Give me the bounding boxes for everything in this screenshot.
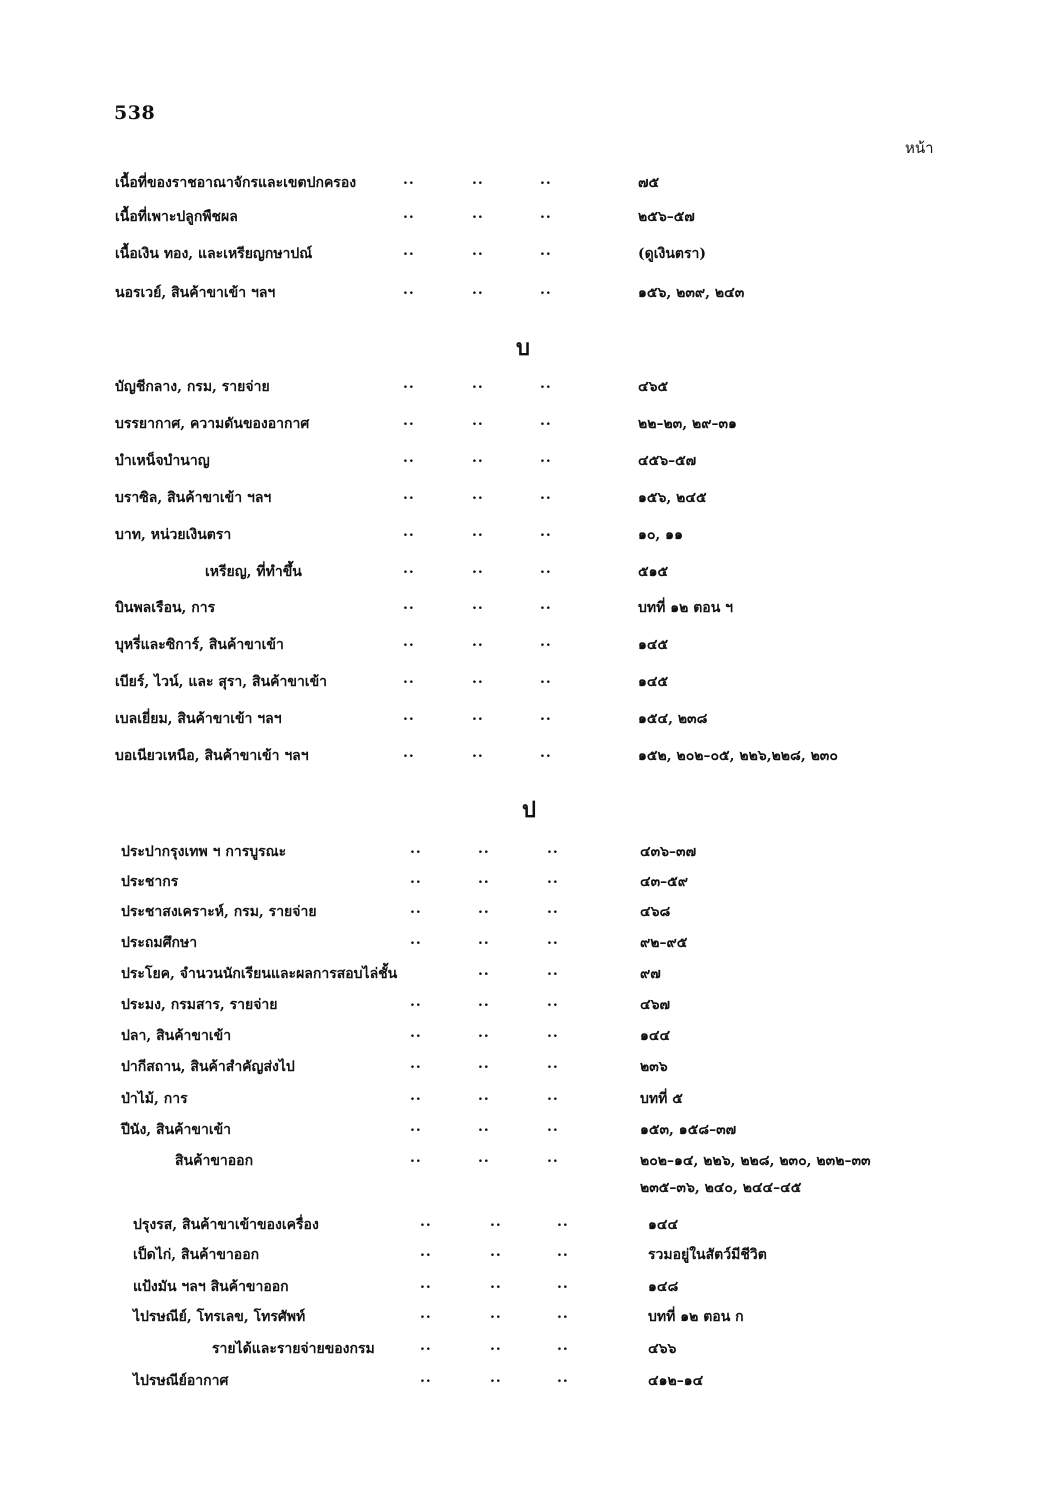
entry-term: บุหรี่และซิการ์, สินค้าขาเข้า xyxy=(115,637,284,653)
leader-dots: .. xyxy=(472,561,484,577)
leader-dots: .. xyxy=(472,745,484,761)
leader-dots: .. xyxy=(403,206,415,222)
index-entry xyxy=(0,1370,1040,1400)
leader-dots: .. xyxy=(547,1025,559,1041)
entry-ref: ๑๕๒, ๒๐๒–๐๕, ๒๒๖,๒๒๘, ๒๓๐ xyxy=(638,748,838,764)
index-entry xyxy=(0,901,1040,931)
entry-term: ปากีสถาน, สินค้าสำคัญส่งไป xyxy=(121,1059,295,1075)
entry-ref: ๔๓–๕๙ xyxy=(640,874,689,890)
entry-term: เนื้อที่เพาะปลูกพืชผล xyxy=(115,209,238,225)
leader-dots: .. xyxy=(540,413,552,429)
leader-dots: .. xyxy=(472,524,484,540)
leader-dots: .. xyxy=(403,597,415,613)
index-entry xyxy=(0,871,1040,901)
entry-ref: ๑๔๕ xyxy=(638,674,669,690)
leader-dots: .. xyxy=(490,1370,502,1386)
leader-dots: .. xyxy=(403,561,415,577)
page-number: 538 xyxy=(114,102,156,124)
leader-dots: .. xyxy=(472,450,484,466)
entry-ref: ๒๒–๒๓, ๒๙–๓๑ xyxy=(638,416,737,432)
entry-term: ไปรษณีย์, โทรเลข, โทรศัพท์ xyxy=(133,1309,306,1325)
index-entry xyxy=(0,841,1040,871)
index-entry xyxy=(0,1306,1040,1336)
leader-dots: .. xyxy=(490,1306,502,1322)
entry-term: ปลา, สินค้าขาเข้า xyxy=(121,1028,232,1044)
leader-dots: .. xyxy=(540,745,552,761)
leader-dots: .. xyxy=(420,1244,432,1260)
leader-dots: .. xyxy=(540,172,552,188)
entry-term: รายได้และรายจ่ายของกรม xyxy=(212,1341,375,1357)
index-entry xyxy=(0,1244,1040,1274)
leader-dots: .. xyxy=(410,932,422,948)
leader-dots: .. xyxy=(547,841,559,857)
entry-term: บำเหน็จบำนาญ xyxy=(115,453,210,469)
entry-ref: รวมอยู่ในสัตว์มีชีวิต xyxy=(648,1247,767,1263)
leader-dots: .. xyxy=(403,634,415,650)
leader-dots: .. xyxy=(410,1088,422,1104)
leader-dots: .. xyxy=(410,1150,422,1166)
leader-dots: .. xyxy=(490,1214,502,1230)
index-entry xyxy=(0,1056,1040,1086)
leader-dots: .. xyxy=(472,487,484,503)
index-entry xyxy=(0,206,1040,236)
entry-ref: ๑๔๘ xyxy=(648,1279,679,1295)
entry-term: ประชากร xyxy=(121,874,179,890)
leader-dots: .. xyxy=(410,994,422,1010)
leader-dots: .. xyxy=(410,841,422,857)
entry-term: บาท, หน่วยเงินตรา xyxy=(115,527,232,543)
leader-dots: .. xyxy=(540,243,552,259)
section-letter: บ xyxy=(516,335,530,361)
index-entry xyxy=(0,671,1040,701)
leader-dots: .. xyxy=(472,243,484,259)
column-header: หน้า xyxy=(905,139,934,157)
leader-dots: .. xyxy=(547,871,559,887)
leader-dots: .. xyxy=(547,1119,559,1135)
leader-dots: .. xyxy=(540,450,552,466)
leader-dots: .. xyxy=(420,1214,432,1230)
entry-ref: ๒๕๖–๕๗ xyxy=(638,209,695,225)
leader-dots: .. xyxy=(540,671,552,687)
leader-dots: .. xyxy=(540,597,552,613)
leader-dots: .. xyxy=(540,206,552,222)
leader-dots: .. xyxy=(472,671,484,687)
index-entry xyxy=(0,524,1040,554)
entry-term: เบียร์, ไวน์, และ สุรา, สินค้าขาเข้า xyxy=(115,674,328,690)
index-entry xyxy=(0,1025,1040,1055)
leader-dots: .. xyxy=(540,561,552,577)
entry-term: บินพลเรือน, การ xyxy=(115,600,216,616)
leader-dots: .. xyxy=(403,524,415,540)
leader-dots: .. xyxy=(547,994,559,1010)
leader-dots: .. xyxy=(540,634,552,650)
leader-dots: .. xyxy=(420,1276,432,1292)
entry-ref: บทที่ ๕ xyxy=(640,1091,683,1107)
leader-dots: .. xyxy=(478,1150,490,1166)
index-entry xyxy=(0,994,1040,1024)
entry-term: บราซิล, สินค้าขาเข้า ฯลฯ xyxy=(115,490,272,506)
leader-dots: .. xyxy=(403,671,415,687)
leader-dots: .. xyxy=(403,708,415,724)
index-entry xyxy=(0,634,1040,664)
leader-dots: .. xyxy=(403,745,415,761)
entry-term: สินค้าขาออก xyxy=(175,1153,254,1169)
entry-ref: ๒๓๖ xyxy=(640,1059,668,1075)
index-entry xyxy=(0,597,1040,627)
entry-ref: ๑๕๔, ๒๓๘ xyxy=(638,711,708,727)
index-entry xyxy=(0,1150,1040,1180)
entry-term: เนื้อที่ของราชอาณาจักรและเขตปกครอง xyxy=(115,175,357,191)
leader-dots: .. xyxy=(478,1088,490,1104)
entry-ref: ๕๑๕ xyxy=(638,564,669,580)
leader-dots: .. xyxy=(478,994,490,1010)
entry-term: บรรยากาศ, ความดันของอากาศ xyxy=(115,416,310,432)
index-entry xyxy=(0,413,1040,443)
entry-term: เหรียญ, ที่ทำขึ้น xyxy=(205,564,302,580)
leader-dots: .. xyxy=(472,282,484,298)
leader-dots: .. xyxy=(478,841,490,857)
entry-ref: (ดูเงินตรา) xyxy=(638,246,707,262)
leader-dots: .. xyxy=(547,1056,559,1072)
leader-dots: .. xyxy=(478,932,490,948)
entry-ref: ๔๖๖ xyxy=(648,1341,677,1357)
leader-dots: .. xyxy=(472,413,484,429)
entry-ref: บทที่ ๑๒ ตอน ฯ xyxy=(638,600,734,616)
leader-dots: .. xyxy=(547,1088,559,1104)
section-letter: ป xyxy=(522,797,536,823)
index-entry xyxy=(0,963,1040,993)
leader-dots: .. xyxy=(478,871,490,887)
index-entry xyxy=(0,1276,1040,1306)
entry-term: บอเนียวเหนือ, สินค้าขาเข้า ฯลฯ xyxy=(115,748,309,764)
entry-term: เบลเยี่ยม, สินค้าขาเข้า ฯลฯ xyxy=(115,711,282,727)
leader-dots: .. xyxy=(540,376,552,392)
leader-dots: .. xyxy=(410,1056,422,1072)
index-entry xyxy=(0,172,1040,202)
entry-ref: ๔๖๘ xyxy=(640,904,671,920)
leader-dots: .. xyxy=(557,1306,569,1322)
leader-dots: .. xyxy=(472,206,484,222)
entry-term: ปรุงรส, สินค้าขาเข้าของเครื่อง xyxy=(133,1217,319,1233)
leader-dots: .. xyxy=(547,963,559,979)
leader-dots: .. xyxy=(557,1214,569,1230)
index-entry xyxy=(0,1338,1040,1368)
entry-term: ป่าไม้, การ xyxy=(121,1091,188,1107)
entry-term: เป็ดไก่, สินค้าขาออก xyxy=(133,1247,260,1263)
leader-dots: .. xyxy=(540,524,552,540)
entry-term: ประชาสงเคราะห์, กรม, รายจ่าย xyxy=(121,904,317,920)
index-entry xyxy=(0,1214,1040,1244)
leader-dots: .. xyxy=(403,487,415,503)
leader-dots: .. xyxy=(403,282,415,298)
entry-term: นอรเวย์, สินค้าขาเข้า ฯลฯ xyxy=(115,285,276,301)
entry-ref: ๔๓๖–๓๗ xyxy=(640,844,697,860)
entry-term: ประถมศึกษา xyxy=(121,935,198,951)
entry-term: ประมง, กรมสาร, รายจ่าย xyxy=(121,997,278,1013)
leader-dots: .. xyxy=(403,376,415,392)
entry-ref: ๔๖๕ xyxy=(638,379,669,395)
entry-term: แป้งมัน ฯลฯ สินค้าขาออก xyxy=(133,1279,289,1295)
leader-dots: .. xyxy=(490,1276,502,1292)
leader-dots: .. xyxy=(490,1338,502,1354)
leader-dots: .. xyxy=(478,1025,490,1041)
entry-ref: ๗๕ xyxy=(638,175,660,191)
index-entry xyxy=(0,745,1040,775)
leader-dots: .. xyxy=(557,1244,569,1260)
leader-dots: .. xyxy=(547,901,559,917)
entry-ref: ๙๗ xyxy=(640,966,661,982)
entry-ref: ๑๕๓, ๑๕๘–๓๗ xyxy=(640,1122,737,1138)
leader-dots: .. xyxy=(403,413,415,429)
entry-ref: ๑๔๔ xyxy=(648,1217,679,1233)
entry-term: ประปากรุงเทพ ฯ การบูรณะ xyxy=(121,844,287,860)
index-entry xyxy=(0,1119,1040,1149)
leader-dots: .. xyxy=(410,871,422,887)
entry-term: ปีนัง, สินค้าขาเข้า xyxy=(121,1122,232,1138)
leader-dots: .. xyxy=(540,282,552,298)
leader-dots: .. xyxy=(410,1025,422,1041)
leader-dots: .. xyxy=(557,1370,569,1386)
entry-ref: บทที่ ๑๒ ตอน ก xyxy=(648,1309,744,1325)
leader-dots: .. xyxy=(420,1370,432,1386)
index-entry xyxy=(0,376,1040,406)
leader-dots: .. xyxy=(540,487,552,503)
leader-dots: .. xyxy=(472,634,484,650)
entry-ref: ๑๐, ๑๑ xyxy=(638,527,683,543)
leader-dots: .. xyxy=(403,243,415,259)
entry-ref: ๑๕๖, ๒๔๕ xyxy=(638,490,707,506)
leader-dots: .. xyxy=(478,1119,490,1135)
leader-dots: .. xyxy=(478,901,490,917)
entry-ref: ๔๑๒–๑๔ xyxy=(648,1373,704,1389)
entry-ref: ๔๕๖–๕๗ xyxy=(638,453,697,469)
leader-dots: .. xyxy=(472,376,484,392)
leader-dots: .. xyxy=(472,172,484,188)
leader-dots: .. xyxy=(557,1338,569,1354)
index-entry xyxy=(0,932,1040,962)
leader-dots: .. xyxy=(403,172,415,188)
index-entry xyxy=(0,243,1040,273)
entry-term: ไปรษณีย์อากาศ xyxy=(133,1373,229,1389)
leader-dots: .. xyxy=(420,1306,432,1322)
leader-dots: .. xyxy=(472,597,484,613)
index-entry xyxy=(0,450,1040,480)
ref-continuation: ๒๓๕–๓๖, ๒๔๐, ๒๔๔–๔๕ xyxy=(640,1180,802,1196)
leader-dots: .. xyxy=(478,963,490,979)
leader-dots: .. xyxy=(547,932,559,948)
entry-ref: ๑๕๖, ๒๓๙, ๒๔๓ xyxy=(638,285,745,301)
leader-dots: .. xyxy=(472,708,484,724)
leader-dots: .. xyxy=(420,1338,432,1354)
leader-dots: .. xyxy=(410,901,422,917)
entry-term: เนื้อเงิน ทอง, และเหรียญกษาปณ์ xyxy=(115,246,313,262)
index-entry xyxy=(0,708,1040,738)
entry-ref: ๙๒–๙๕ xyxy=(640,935,688,951)
index-entry xyxy=(0,1088,1040,1118)
leader-dots: .. xyxy=(403,450,415,466)
entry-term: ประโยค, จำนวนนักเรียนและผลการสอบไล่ชั้น xyxy=(121,966,398,982)
entry-ref: ๒๐๒–๑๔, ๒๒๖, ๒๒๘, ๒๓๐, ๒๓๒–๓๓ xyxy=(640,1153,871,1169)
leader-dots: .. xyxy=(540,708,552,724)
index-entry xyxy=(0,282,1040,312)
leader-dots: .. xyxy=(490,1244,502,1260)
leader-dots: .. xyxy=(547,1150,559,1166)
leader-dots: .. xyxy=(410,1119,422,1135)
entry-ref: ๑๔๕ xyxy=(638,637,669,653)
leader-dots: .. xyxy=(478,1056,490,1072)
entry-term: บัญชีกลาง, กรม, รายจ่าย xyxy=(115,379,270,395)
index-entry xyxy=(0,561,1040,591)
leader-dots: .. xyxy=(557,1276,569,1292)
entry-ref: ๑๔๔ xyxy=(640,1028,671,1044)
index-entry xyxy=(0,487,1040,517)
entry-ref: ๔๖๗ xyxy=(640,997,671,1013)
